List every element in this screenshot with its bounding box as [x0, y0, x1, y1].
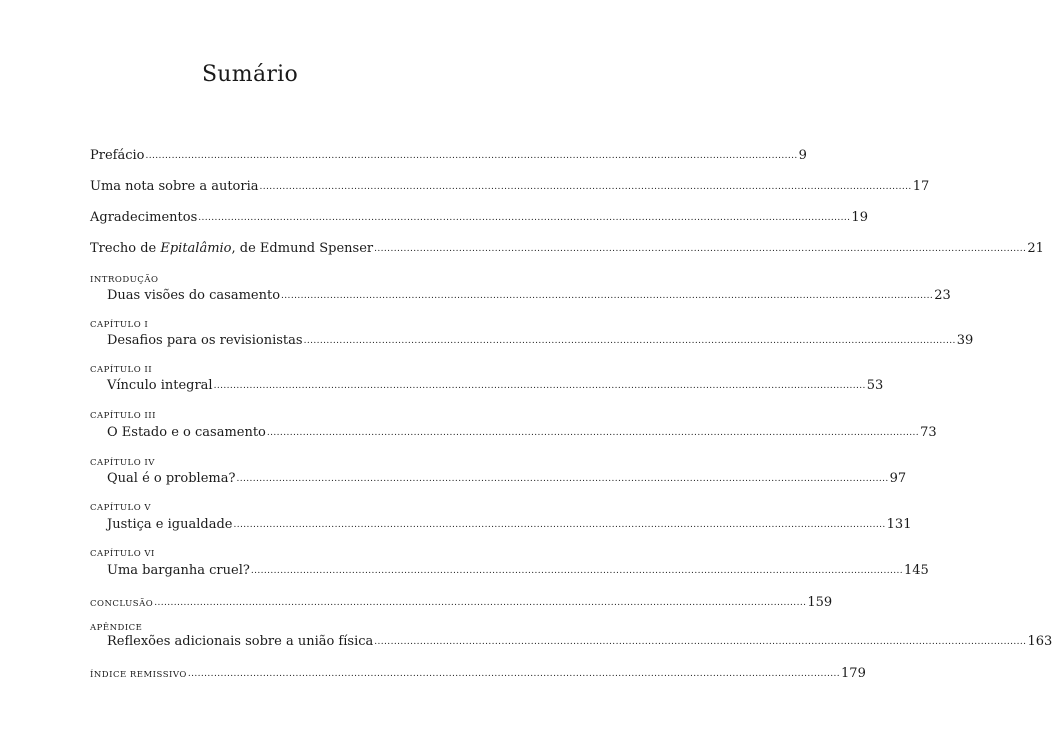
toc-entry-problema[interactable]: [107, 471, 907, 488]
toc-page-number: 9: [798, 148, 807, 163]
toc-entry-label: Qual é o problema?: [107, 471, 236, 486]
dot-leader: ........................................................................................................................................................................................................: [187, 669, 841, 679]
dot-leader: ........................................................................................................................................................................................................: [374, 244, 1027, 254]
dot-leader: ........................................................................................................................................................................................................: [233, 520, 886, 530]
italic-title: Epitalâmio: [160, 241, 232, 256]
dot-leader: ........................................................................................................................................................................................................: [303, 336, 956, 346]
toc-entry-label: Duas visões do casamento: [107, 288, 281, 303]
dot-leader: ........................................................................................................................................................................................................: [250, 566, 904, 576]
toc-page-number: 53: [866, 378, 884, 393]
toc-entry-label: ÍNDICE REMISSIVO: [90, 670, 187, 680]
toc-page-number: 23: [934, 288, 951, 303]
toc-entry-label: Uma barganha cruel?: [107, 563, 250, 578]
dot-leader: ........................................................................................................................................................................................................: [145, 151, 798, 161]
dot-leader: ........................................................................................................................................................................................................: [281, 291, 934, 301]
toc-entry-duas-visoes[interactable]: [107, 288, 951, 305]
toc-entry-vinculo[interactable]: [107, 378, 884, 395]
toc-entry-label: Reflexões adicionais sobre a união física: [107, 634, 374, 649]
toc-page-number: 145: [904, 563, 929, 578]
toc-page-number: 19: [851, 210, 868, 225]
section-kicker-capitulo-2: CAPÍTULO II: [90, 365, 153, 375]
section-kicker-capitulo-3: CAPÍTULO III: [90, 411, 156, 421]
toc-entry-label: Justiça e igualdade: [107, 517, 233, 532]
toc-entry-label: Desafios para os revisionistas: [107, 333, 303, 348]
section-kicker-apendice: APÊNDICE: [90, 623, 143, 633]
toc-page-number: 163: [1027, 634, 1052, 649]
toc-entry-label: Prefácio: [90, 148, 145, 163]
toc-entry-reflexoes[interactable]: [107, 634, 1052, 651]
toc-entry-label: Agradecimentos: [90, 210, 198, 225]
toc-entry-barganha[interactable]: [107, 563, 929, 580]
toc-entry-desafios[interactable]: [107, 333, 974, 350]
toc-entry-justica[interactable]: [107, 517, 912, 534]
section-kicker-introducao: INTRODUÇÃO: [90, 275, 159, 285]
toc-page-number: 97: [889, 471, 907, 486]
section-kicker-capitulo-5: CAPÍTULO V: [90, 503, 152, 513]
dot-leader: ........................................................................................................................................................................................................: [236, 474, 889, 484]
section-kicker-capitulo-4: CAPÍTULO IV: [90, 458, 155, 468]
toc-entry-label: CONCLUSÃO: [90, 599, 154, 609]
label-text: Trecho de: [90, 241, 161, 256]
toc-entry-epitalamio[interactable]: [90, 241, 1044, 258]
dot-leader: ........................................................................................................................................................................................................: [374, 637, 1027, 647]
toc-entry-estado[interactable]: [107, 425, 937, 442]
toc-entry-prefacio[interactable]: [90, 148, 807, 165]
label-text: , de Edmund Spenser: [231, 241, 374, 256]
toc-page-number: 21: [1027, 241, 1044, 256]
toc-page-number: 39: [956, 333, 974, 348]
toc-entry-indice[interactable]: [90, 666, 866, 683]
dot-leader: ........................................................................................................................................................................................................: [266, 428, 920, 438]
toc-entry-conclusao[interactable]: [90, 595, 833, 612]
toc-entry-label: O Estado e o casamento: [107, 425, 266, 440]
toc-entry-label: Uma nota sobre a autoria: [90, 179, 259, 194]
toc-page-number: 73: [920, 425, 937, 440]
page-title: Sumário: [201, 62, 299, 87]
dot-leader: ........................................................................................................................................................................................................: [213, 381, 866, 391]
toc-page-number: 159: [807, 595, 833, 610]
toc-page-number: 17: [912, 179, 930, 194]
section-kicker-capitulo-6: CAPÍTULO VI: [90, 549, 155, 559]
section-kicker-capitulo-1: CAPÍTULO I: [90, 320, 149, 330]
toc-page-number: 131: [886, 517, 912, 532]
toc-entry-agradecimentos[interactable]: [90, 210, 868, 227]
dot-leader: ........................................................................................................................................................................................................: [198, 213, 851, 223]
toc-page-number: 179: [841, 666, 866, 681]
toc-entry-label: [90, 241, 373, 257]
dot-leader: ........................................................................................................................................................................................................: [259, 182, 912, 192]
toc-entry-label: Vínculo integral: [107, 378, 213, 393]
toc-entry-nota-autoria[interactable]: [90, 179, 930, 196]
dot-leader: ........................................................................................................................................................................................................: [154, 598, 807, 608]
